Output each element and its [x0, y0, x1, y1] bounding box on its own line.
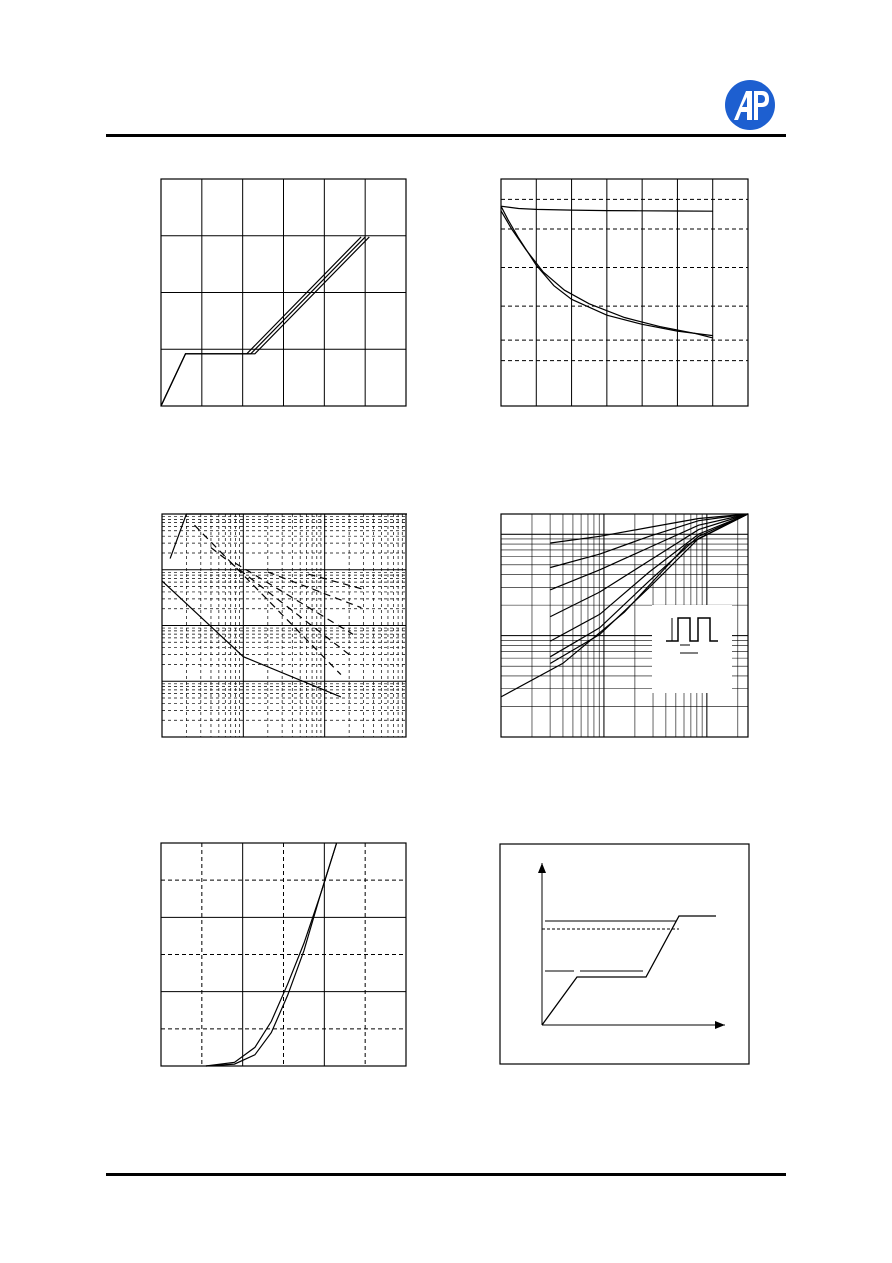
x-axis-arrowhead	[715, 1021, 725, 1029]
gate-charge-waveform-diagram	[499, 843, 750, 1065]
transfer-characteristics-chart	[160, 842, 407, 1067]
series-line-5	[550, 514, 748, 590]
footer-rule	[106, 1173, 786, 1176]
series-line-1	[162, 581, 341, 697]
series-line-6	[550, 514, 748, 568]
y-axis-arrowhead	[538, 863, 546, 873]
capacitance-chart	[500, 178, 749, 407]
series-line-1	[161, 237, 365, 406]
series-line-0	[161, 237, 361, 406]
company-logo	[724, 79, 776, 131]
plot-frame	[500, 844, 749, 1064]
series-line-3	[211, 548, 349, 655]
plot-frame	[501, 179, 748, 406]
transient-thermal-chart	[500, 513, 749, 738]
gate-charge-chart	[160, 178, 407, 407]
header-rule	[106, 134, 786, 137]
safe-operating-area-chart	[161, 513, 407, 738]
series-line-2	[161, 237, 369, 406]
inset-box	[652, 605, 732, 693]
